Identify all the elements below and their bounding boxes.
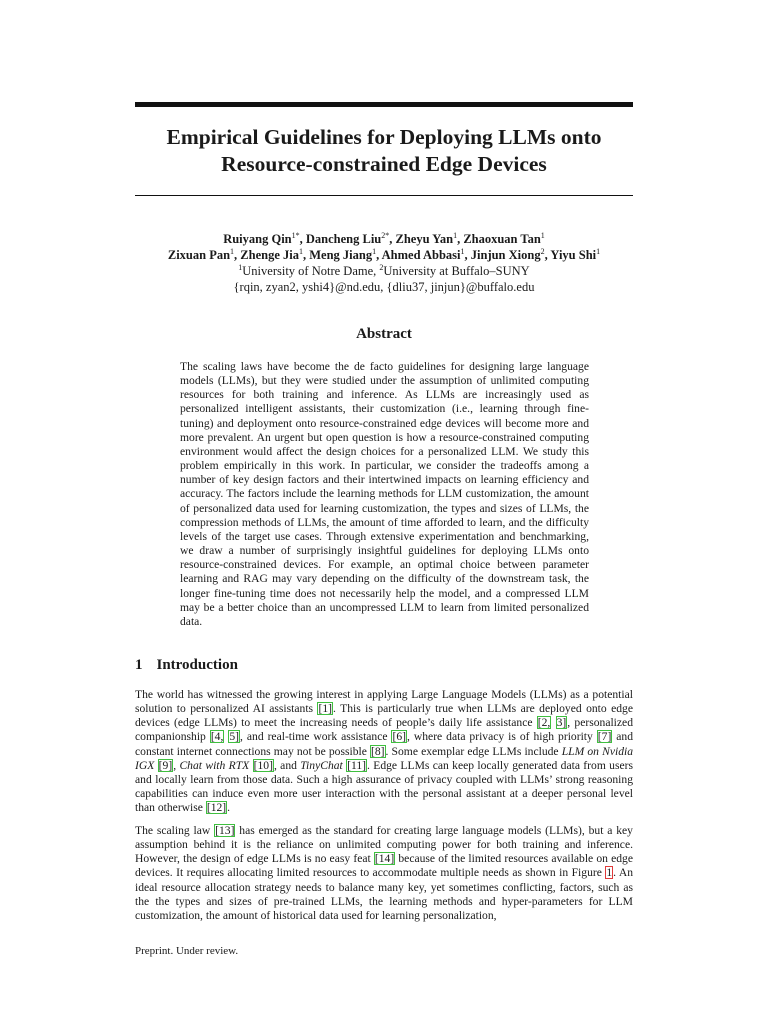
title-bottom-rule bbox=[135, 195, 633, 196]
paper-title bbox=[135, 124, 633, 178]
abstract-text: The scaling laws have become the de facto guidelines for designing large language models (LLMs), but they were studied under the assumption of unlimited computing resources for both training and inference. As LLMs are increasingly used as personalized intelligent assistants, their customization (i.e., learning through fine-tuning) and deployment onto resource-constrained edge devices will become more and more prevalent. An urgent but open question is how a resource-constrained computing environment would affect the design choices for a personalized LLM. We study this problem empirically in this work. In particular, we consider the tradeoffs among a number of key design factors and their intertwined impacts on learning efficiency and accuracy. The factors include the learning methods for LLM customization, the amount of personalized data used for learning customization, the types and sizes of LLMs, the compression methods of LLMs, the amount of time afforded to learn, and the difficulty levels of the target use cases. Through extensive experimentation and benchmarking, we draw a number of surprisingly insightful guidelines for deploying LLMs onto resource-constrained devices. For example, an optimal choice between parameter learning and RAG may vary depending on the difficulty of the downstream task, the longer fine-tuning time does not necessarily help the model, and a compressed LLM may be a better choice than an uncompressed LLM to learn from limited personalized data. bbox=[180, 360, 589, 628]
figure-reference-link[interactable]: 1 bbox=[606, 866, 613, 880]
citation-link[interactable]: [10] bbox=[253, 758, 273, 772]
text-run: , and bbox=[273, 758, 301, 772]
section-number: 1 bbox=[135, 657, 143, 673]
footer-note: Preprint. Under review. bbox=[135, 945, 239, 957]
author-name: Yiyu Shi bbox=[550, 248, 597, 262]
text-run: . This is particularly true when LLMs are deployed onto edge devices (edge LLMs) to meet the increasing needs of people’s daily life assistance bbox=[135, 702, 633, 730]
text-run: The scaling law bbox=[135, 824, 215, 837]
intro-paragraph-2 bbox=[135, 824, 633, 923]
citation-link[interactable]: [13] bbox=[215, 824, 235, 837]
title-line-2: Resource-constrained Edge Devices bbox=[221, 152, 547, 176]
author-name: Zhenge Jia bbox=[240, 248, 299, 262]
text-run: , where data privacy is of high priority bbox=[407, 730, 597, 744]
author-name: Ruiyang Qin bbox=[223, 232, 292, 246]
author-affil-sup: 1 bbox=[460, 246, 465, 256]
author-emails: {rqin, zyan2, yshi4}@nd.edu, {dliu37, jinjun}@buffalo.edu bbox=[233, 280, 535, 294]
citation-link[interactable]: [14] bbox=[374, 852, 395, 866]
text-run bbox=[551, 716, 555, 729]
citation-link[interactable]: [8] bbox=[371, 744, 385, 758]
author-affil-sup: 1* bbox=[291, 230, 300, 240]
text-run: , bbox=[173, 758, 180, 772]
title-line-1: Empirical Guidelines for Deploying LLMs onto bbox=[166, 125, 602, 149]
author-line-2: Zixuan Pan$^1$, Zhenge Jia$^1$, Meng Jiang$^1$, Ahmed Abbasi$^1$, Jinjun Xiong$^2$, Yiyu Shi$^1$ bbox=[167, 246, 601, 262]
affil-1: University of Notre Dame, bbox=[242, 264, 380, 278]
author-name: Meng Jiang bbox=[309, 248, 373, 262]
text-run: , personalized companionship bbox=[135, 716, 633, 744]
author-name: Zixuan Pan bbox=[167, 248, 231, 262]
text-run: . bbox=[227, 801, 231, 815]
citation-link[interactable]: [4, bbox=[210, 730, 224, 744]
title-top-rule bbox=[135, 102, 633, 107]
author-affil-sup: 2 bbox=[540, 246, 545, 256]
citation-link[interactable]: [2, bbox=[537, 716, 551, 730]
author-affil-sup: 1 bbox=[230, 246, 235, 256]
author-name: Ahmed Abbasi bbox=[381, 248, 461, 262]
text-run: , and real-time work assistance bbox=[240, 730, 392, 744]
intro-paragraph-1 bbox=[135, 688, 633, 815]
italic-term: LLM on Nvidia IGX bbox=[135, 744, 634, 772]
author-name: Zheyu Yan bbox=[395, 232, 454, 246]
author-affil-sup: 1 bbox=[540, 230, 545, 240]
citation-link[interactable]: 3] bbox=[556, 716, 567, 730]
citation-link[interactable]: [11] bbox=[347, 758, 367, 772]
text-run: . Edge LLMs can keep locally generated data from users and locally learn from those data. Such a high assurance of privacy coupled with LLMs’ strong reasoning capabilities can induce even more user interaction with the personal assistant at a deeper personal level than otherwise bbox=[135, 758, 634, 815]
text-run: The world has witnessed the growing interest in applying Large Language Models (LLMs) as a potential solution to personalized AI assistants bbox=[135, 688, 633, 716]
author-name: Jinjun Xiong bbox=[470, 248, 541, 262]
citation-link[interactable]: [6] bbox=[392, 730, 407, 744]
author-affil-sup: 1 bbox=[372, 246, 377, 256]
text-run: . Some exemplar edge LLMs include bbox=[385, 744, 562, 758]
text-run: and constant internet connections may not be possible bbox=[135, 730, 634, 758]
text-run: because of the limited resources available on edge devices. It requires allocating limited resources to accommodate multiple needs as shown in Figure bbox=[135, 852, 634, 880]
author-affil-sup: 1 bbox=[298, 246, 303, 256]
affil-sup-2: 2 bbox=[379, 262, 384, 272]
author-affil-sup: 2* bbox=[381, 230, 390, 240]
text-run: has emerged as the standard for creating large language models (LLMs), but a key assumption behind it is the reliance on unlimited computing power for both training and inference. However, the design of edge LLMs is no easy feat bbox=[135, 824, 633, 866]
citation-link[interactable]: [9] bbox=[158, 758, 173, 772]
author-affil-sup: 1 bbox=[596, 246, 601, 256]
author-block bbox=[120, 231, 648, 295]
citation-link[interactable]: [7] bbox=[597, 730, 612, 744]
section-title: Introduction bbox=[156, 657, 238, 673]
author-line-1: Ruiyang Qin$^{1*}$, Dancheng Liu$^{2*}$, Zheyu Yan$^1$, Zhaoxuan Tan$^1$ bbox=[223, 230, 545, 246]
author-affil-sup: 1 bbox=[453, 230, 458, 240]
citation-link[interactable]: 5] bbox=[229, 730, 240, 744]
author-name: Dancheng Liu bbox=[305, 232, 382, 246]
text-run: . An ideal resource allocation strategy needs to balance many key, yet sometimes conflicting, factors, such as the the types and sizes of pre-trained LLMs, the learning methods and hyper-parameters for LLM customization, the amount of historical data used for learning personalization, bbox=[135, 866, 633, 922]
affil-2: University at Buffalo–SUNY bbox=[383, 264, 530, 278]
affil-sup-1: 1 bbox=[238, 262, 243, 272]
citation-link[interactable]: [1] bbox=[318, 702, 333, 716]
abstract-heading: Abstract bbox=[356, 326, 412, 342]
section-heading-introduction bbox=[135, 657, 238, 674]
italic-term: Chat with RTX bbox=[179, 758, 250, 772]
italic-term: TinyChat bbox=[300, 758, 343, 772]
affiliations bbox=[120, 263, 648, 279]
author-name: Zhaoxuan Tan bbox=[463, 232, 541, 246]
citation-link[interactable]: [12] bbox=[206, 801, 227, 815]
